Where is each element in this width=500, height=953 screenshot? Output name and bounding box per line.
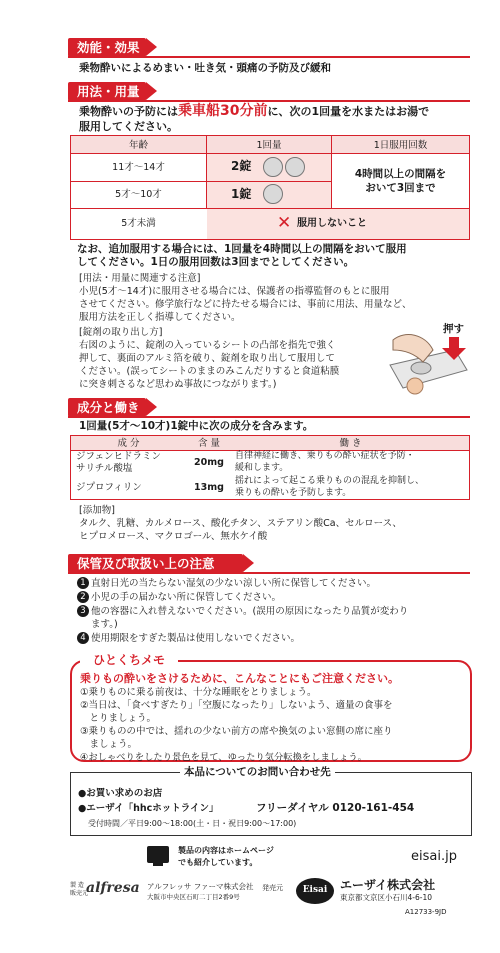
additives-line: ヒプロメロース、マクロゴール、無水ケイ酸 xyxy=(79,531,268,542)
additional-dose-line2: してください。1日の服用回数は3回までとしてください。 xyxy=(77,256,355,268)
ingredient-amount: 20mg xyxy=(194,457,224,468)
tablet-icon xyxy=(263,184,283,204)
related-notes-line: させてください。修学旅行などに持たせる場合には、事前に用法、用量など、 xyxy=(79,299,412,310)
ingredients-intro: 1回量(5才〜10才)1錠中に次の成分を含みます。 xyxy=(79,420,314,432)
col-header-effect: 働 き xyxy=(339,438,362,449)
storage-item: 3 他の容器に入れ替えないでください。(誤用の原因になったり品質が変わり xyxy=(77,605,408,618)
additives-title: [添加物] xyxy=(79,505,115,516)
dosage-table xyxy=(70,135,470,240)
tablet-icon xyxy=(263,157,283,177)
dosage-intro-line2: 服用してください。 xyxy=(79,120,178,133)
divider xyxy=(68,572,470,574)
section-header-dosage: 用法・用量 xyxy=(68,82,146,101)
table-header-age: 年齢 xyxy=(128,140,148,151)
frequency-text: 4時間以上の間隔を おいて3回まで xyxy=(354,168,447,194)
computer-icon xyxy=(147,846,169,863)
alfresa-name: アルフレッサ ファーマ株式会社 xyxy=(147,882,254,891)
website-url[interactable]: eisai.jp xyxy=(411,849,457,864)
eisai-name: エーザイ株式会社 xyxy=(340,878,436,892)
maker-role: 製 造 販売元 xyxy=(70,882,89,897)
inquiry-hours: 受付時間／平日9:00〜18:00(土・日・祝日9:00〜17:00) xyxy=(88,819,297,828)
storage-item: 4 使用期限をすぎた製品は使用しないでください。 xyxy=(77,632,300,645)
age-5-10: 5才〜10才 xyxy=(115,189,162,200)
section-header-ingredients: 成分と働き xyxy=(68,398,146,417)
seller-role: 発売元 xyxy=(262,884,283,892)
ingredient-effect: 揺れによって起こる乗りものの混乱を抑制し、 xyxy=(235,476,425,486)
additional-dose-line1: なお、追加服用する場合には、1回量を4時間以上の間隔をおいて服用 xyxy=(77,243,407,255)
memo-line: ましょう。 xyxy=(80,739,138,750)
ingredients-table xyxy=(70,435,470,500)
cross-icon: ✕ xyxy=(277,213,292,233)
product-code: A12733-9JD xyxy=(405,908,447,916)
storage-item-continuation: ます。) xyxy=(91,619,118,630)
dosage-intro: 乗物酔いの予防には乗車船30分前に、次の1回量を水またはお湯で xyxy=(79,103,430,119)
ingredient-name: ジフェンヒドラミン xyxy=(76,451,162,462)
col-header-amount: 含 量 xyxy=(197,438,221,449)
divider xyxy=(68,56,470,58)
inquiry-phone: フリーダイヤル 0120-161-454 xyxy=(256,802,415,814)
eisai-address: 東京都文京区小石川4-6-10 xyxy=(340,893,432,902)
additives-line: タルク、乳糖、カルメロース、酸化チタン、ステアリン酸Ca、セルロース、 xyxy=(79,518,402,529)
memo-headline: 乗りもの酔いをさけるために、こんなことにもご注意ください。 xyxy=(80,672,399,685)
table-header-amount: 1回量 xyxy=(256,140,282,151)
ingredient-effect: 乗りもの酔いを予防します。 xyxy=(235,488,352,498)
memo-line: ③乗りものの中では、揺れの少ない前方の席や換気のよい窓側の席に座り xyxy=(80,726,393,737)
eisai-logo: Eisai xyxy=(302,885,328,895)
alfresa-address: 大阪市中央区石町二丁目2番9号 xyxy=(147,893,240,901)
effects-text: 乗物酔いによるめまい・吐き気・頭痛の予防及び緩和 xyxy=(79,62,331,74)
section-header-effects: 効能・効果 xyxy=(68,38,146,57)
inquiry-hotline: ●エーザイ「hhcホットライン」 xyxy=(78,803,219,814)
do-not-take: 服用しないこと xyxy=(297,218,367,229)
divider xyxy=(68,416,470,418)
storage-item: 2 小児の手の届かない所に保管してください。 xyxy=(77,591,281,604)
memo-title: ひとくちメモ xyxy=(80,650,178,670)
ingredient-effect: 緩和します。 xyxy=(235,463,289,473)
age-11-14: 11才〜14才 xyxy=(112,162,165,173)
memo-line: ①乗りものに乗る前夜は、十分な睡眠をとりましょう。 xyxy=(80,687,317,698)
memo-line: ②当日は、「食べすぎたり」「空腹になったり」しないよう、適量の食事を xyxy=(80,700,393,711)
related-notes-line: 服用方法を正しく指導してください。 xyxy=(79,312,241,323)
table-header-frequency: 1日服用回数 xyxy=(373,140,428,151)
divider xyxy=(68,100,470,102)
ingredient-effect: 自律神経に働き、乗りもの酔い症状を予防・ xyxy=(235,451,415,461)
col-header-ingredient: 成 分 xyxy=(117,438,140,449)
ingredient-name: サリチル酸塩 xyxy=(76,463,133,474)
amount-1-tablet: 1錠 xyxy=(231,187,252,201)
down-arrow-icon xyxy=(441,337,467,361)
related-notes-title: [用法・用量に関連する注意] xyxy=(79,273,201,284)
web-note: 製品の内容はホームページ xyxy=(178,846,274,855)
removal-line: 押して、裏面のアルミ箔を破り、錠剤を取り出して服用して xyxy=(79,353,335,364)
removal-line: ください。(誤ってシートのままのみこんだりすると食道粘膜 xyxy=(79,366,340,377)
removal-line: 右図のように、錠剤の入っているシートの凸部を指先で強く xyxy=(79,340,336,351)
storage-item: 1 直射日光の当たらない湿気の少ない涼しい所に保管してください。 xyxy=(77,577,376,590)
age-under-5: 5才未満 xyxy=(121,218,156,229)
inquiry-store: ●お買い求めのお店 xyxy=(78,788,163,799)
removal-line: に突き刺さるなど思わぬ事故につながります。) xyxy=(79,379,277,390)
ingredient-amount: 13mg xyxy=(194,482,224,493)
tablet-icon xyxy=(285,157,305,177)
alfresa-logo: alfresa xyxy=(86,880,140,896)
push-label: 押す xyxy=(443,323,464,335)
related-notes-line: 小児(5才〜14才)に服用させる場合には、保護者の指導監督のもとに服用 xyxy=(79,286,390,297)
removal-title: [錠剤の取り出し方] xyxy=(79,327,163,338)
memo-line: ④おしゃべりをしたり景色を見て、ゆったり気分転換をしましょう。 xyxy=(80,752,367,763)
web-note: でも紹介しています。 xyxy=(178,858,258,867)
inquiry-title: 本品についてのお問い合わせ先 xyxy=(180,765,335,779)
memo-line: とりましょう。 xyxy=(80,713,157,724)
amount-2-tablets: 2錠 xyxy=(231,159,252,173)
section-header-storage: 保管及び取扱い上の注意 xyxy=(68,554,243,573)
ingredient-name: ジプロフィリン xyxy=(76,482,142,493)
